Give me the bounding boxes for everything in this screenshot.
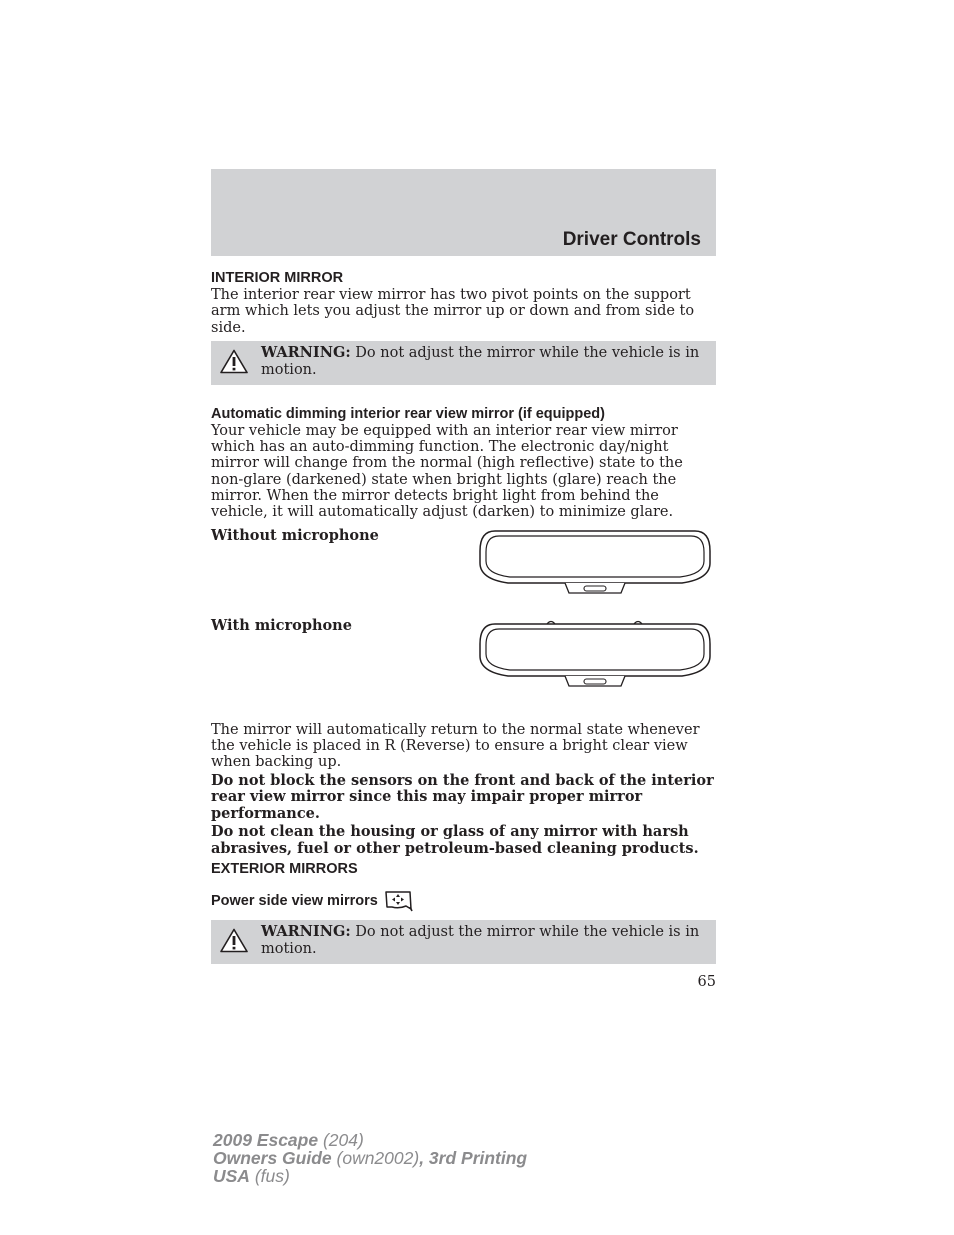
warning-text-2 [261, 923, 706, 958]
power-side-mirrors-heading: Power side view mirrors [211, 892, 378, 909]
footer-model: 2009 Escape [213, 1130, 319, 1150]
footer-market: USA [213, 1166, 250, 1186]
label-with-microphone: With microphone [211, 616, 352, 634]
footer-printing: , 3rd Printing [419, 1148, 528, 1168]
warning-box-2 [211, 920, 716, 964]
power-mirror-icon [384, 890, 414, 912]
page-content [211, 169, 716, 994]
warning-triangle-icon [220, 349, 248, 374]
mirror-row-without-mic [211, 527, 716, 617]
warning-label: WARNING: [261, 922, 351, 940]
warning-label: WARNING: [261, 343, 351, 361]
mirror-row-with-mic [211, 617, 716, 722]
label-without-microphone: Without microphone [211, 526, 379, 544]
interior-mirror-body: The interior rear view mirror has two pivot points on the support arm which lets you adjust the mirror up or down and from side to side. [211, 287, 695, 336]
mirror-with-microphone-illustration [477, 620, 713, 692]
section-header-bar [211, 169, 716, 256]
interior-mirror-heading: INTERIOR MIRROR [211, 270, 344, 286]
warning-box-1 [211, 341, 716, 385]
power-side-mirrors-row [211, 890, 716, 912]
warning-message: Do not adjust the mirror while the vehicle is in motion. [261, 923, 700, 957]
auto-dimming-body: Your vehicle may be equipped with an interior rear view mirror which has an auto-dimming function. The electronic day/night mirror will change from the normal (high reflective) state to the non-glare (darkened) state when bright lights (glare) reach the mirror. When the mirror detects bright light from behind the vehicle, it will automatically adjust (darken) to minimize glare. [211, 422, 683, 521]
warning-message: Do not adjust the mirror while the vehicle is in motion. [261, 344, 700, 378]
auto-return-body: The mirror will automatically return to the normal state whenever the vehicle is placed in R (Reverse) to ensure a bright clear view when backing up. [211, 721, 700, 771]
cleaning-caution: Do not clean the housing or glass of any mirror with harsh abrasives, fuel or other petroleum-based cleaning products. [211, 822, 699, 857]
footer-guide-code: (own2002) [331, 1148, 420, 1168]
section-title: Driver Controls [562, 229, 701, 250]
warning-text-1 [261, 344, 706, 379]
mirror-without-microphone-illustration [477, 527, 713, 599]
page-number: 65 [697, 973, 716, 990]
document-footer [213, 1131, 527, 1185]
warning-triangle-icon [220, 928, 248, 953]
sensor-caution: Do not block the sensors on the front and back of the interior rear view mirror since this may impair proper mirror performance. [211, 771, 714, 823]
footer-market-code: (fus) [249, 1166, 290, 1186]
exterior-mirrors-heading: EXTERIOR MIRRORS [211, 860, 358, 877]
footer-guide: Owners Guide [213, 1148, 332, 1168]
footer-model-code: (204) [318, 1130, 364, 1150]
auto-dimming-heading: Automatic dimming interior rear view mirror (if equipped) [211, 405, 605, 422]
